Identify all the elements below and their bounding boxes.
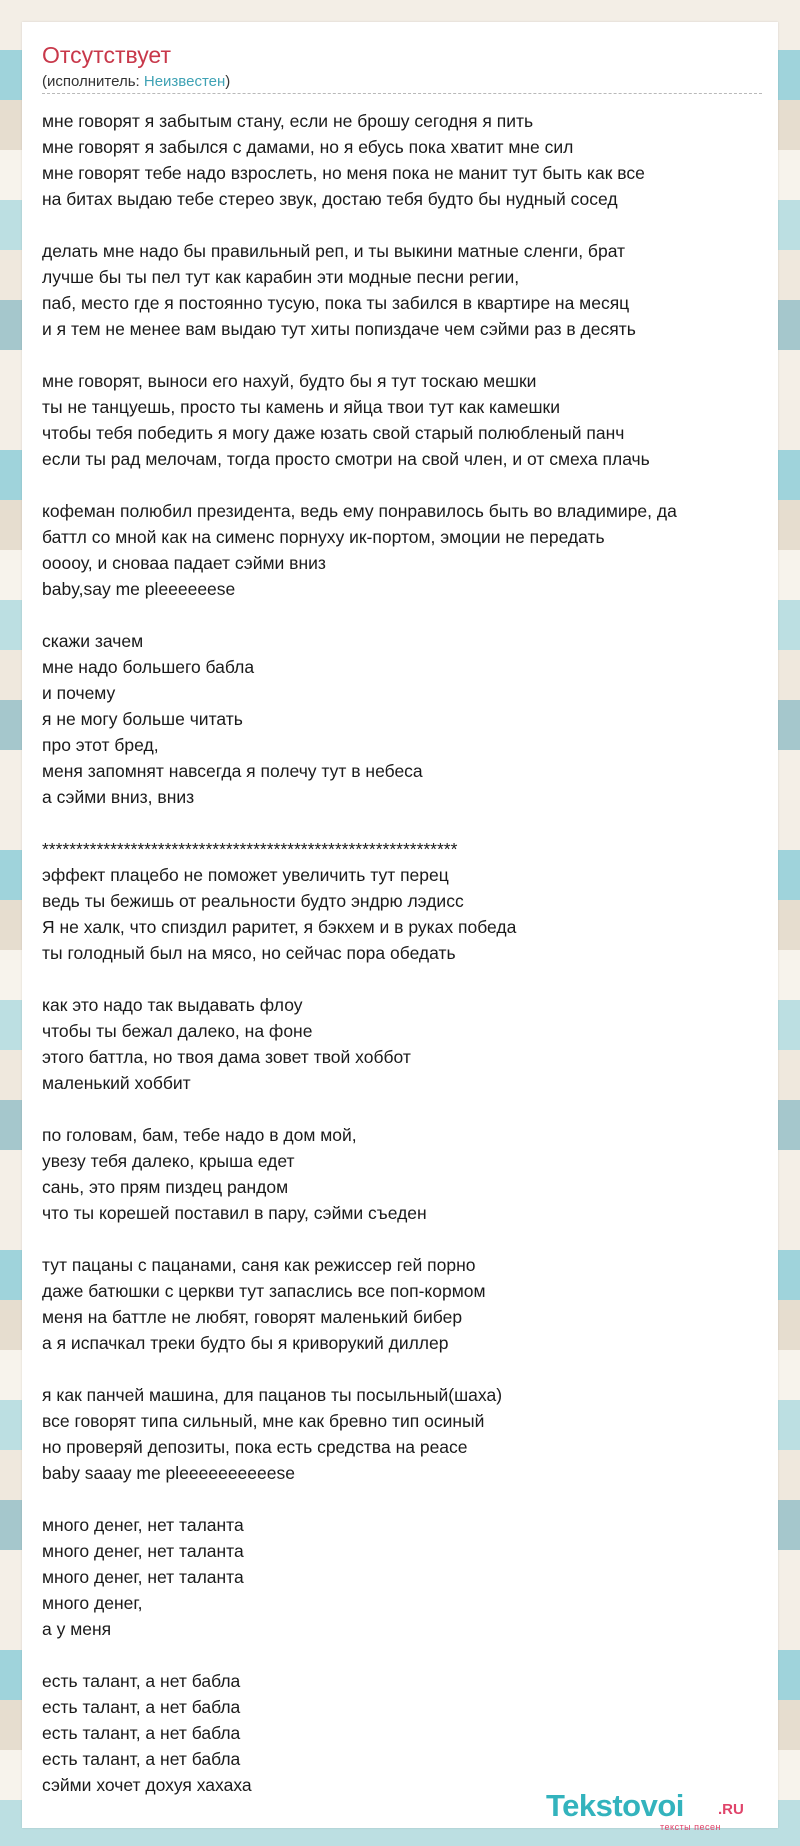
- lyric-line: чтобы тебя победить я могу даже юзать свой старый полюбленый панч: [42, 423, 625, 443]
- title-divider: [42, 93, 762, 94]
- lyric-line: ведь ты бежишь от реальности будто эндрю лэдисс: [42, 891, 464, 911]
- lyric-line: этого баттла, но твоя дама зовет твой хоббот: [42, 1047, 411, 1067]
- logo-tld: .RU: [718, 1801, 744, 1818]
- lyric-line: паб, место где я постоянно тусую, пока ты забился в квартире на месяц: [42, 293, 630, 313]
- logo-tagline: тексты песен: [660, 1822, 722, 1832]
- stanza-break: [42, 1486, 772, 1512]
- lyric-line: Я не халк, что спиздил раритет, я бэкхем и в руках победа: [42, 917, 517, 937]
- lyric-line: сань, это прям пиздец рандом: [42, 1177, 289, 1197]
- lyric-line: меня запомнят навсегда я полечу тут в небеса: [42, 761, 423, 781]
- site-logo[interactable]: [546, 1790, 766, 1832]
- lyric-line: скажи зачем: [42, 631, 144, 651]
- stanza-break: [42, 1356, 772, 1382]
- stanza-break: [42, 602, 772, 628]
- lyric-line: по головам, бам, тебе надо в дом мой,: [42, 1125, 357, 1145]
- lyric-line: мне говорят тебе надо взрослеть, но меня пока не манит тут быть как все: [42, 163, 645, 183]
- lyric-line: но проверяй депозиты, пока есть средства на peace: [42, 1437, 468, 1457]
- stanza-break: [42, 212, 772, 238]
- lyric-line: и я тем не менее вам выдаю тут хиты попиздаче чем сэйми раз в десять: [42, 319, 636, 339]
- lyric-line: много денег, нет таланта: [42, 1541, 244, 1561]
- lyric-line: маленький хоббит: [42, 1073, 191, 1093]
- lyric-line: я не могу больше читать: [42, 709, 243, 729]
- stanza-break: [42, 810, 772, 836]
- lyric-line: кофеман полюбил президента, ведь ему понравилось быть во владимире, да: [42, 501, 677, 521]
- lyric-line: тут пацаны с пацанами, саня как режиссер гей порно: [42, 1255, 476, 1275]
- artist-link[interactable]: Неизвестен: [143, 73, 226, 90]
- lyrics-card: [22, 22, 778, 1828]
- lyric-line: баттл со мной как на сименс порнуху ик-портом, эмоции не передать: [42, 527, 605, 547]
- song-title: Отсутствует: [42, 42, 171, 68]
- logo-name: Tekstovoi: [546, 1788, 684, 1823]
- lyric-line: меня на баттле не любят, говорят маленький бибер: [42, 1307, 463, 1327]
- lyric-line: даже батюшки с церкви тут запаслись все поп-кормом: [42, 1281, 486, 1301]
- lyric-line: мне говорят я забылся с дамами, но я ебусь пока хватит мне сил: [42, 137, 574, 157]
- lyric-line: я как панчей машина, для пацанов ты посыльный(шаха): [42, 1385, 503, 1405]
- lyric-line: *************************************************************: [42, 839, 458, 859]
- lyric-line: лучше бы ты пел тут как карабин эти модные песни регии,: [42, 267, 520, 287]
- lyric-line: есть талант, а нет бабла: [42, 1749, 241, 1769]
- lyric-line: мне надо большего бабла: [42, 657, 255, 677]
- lyric-line: если ты рад мелочам, тогда просто смотри на свой член, и от смеха плачь: [42, 449, 650, 469]
- lyric-line: а я испачкал треки будто бы я криворукий диллер: [42, 1333, 449, 1353]
- lyric-line: ооооу, и сноваа падает сэйми вниз: [42, 553, 326, 573]
- artist-line: [42, 74, 230, 89]
- lyric-line: есть талант, а нет бабла: [42, 1723, 241, 1743]
- lyric-line: чтобы ты бежал далеко, на фоне: [42, 1021, 313, 1041]
- lyric-line: на битах выдаю тебе стерео звук, достаю тебя будто бы нудный сосед: [42, 189, 618, 209]
- stanza-break: [42, 342, 772, 368]
- lyric-line: мне говорят я забытым стану, если не брошу сегодня я пить: [42, 111, 534, 131]
- lyric-line: много денег,: [42, 1593, 143, 1613]
- stanza-break: [42, 1096, 772, 1122]
- lyric-line: эффект плацебо не поможет увеличить тут перец: [42, 865, 449, 885]
- lyric-line: делать мне надо бы правильный реп, и ты выкини матные сленги, брат: [42, 241, 626, 261]
- artist-prefix: (исполнитель:: [42, 73, 144, 90]
- stanza-break: [42, 472, 772, 498]
- lyric-line: есть талант, а нет бабла: [42, 1697, 241, 1717]
- lyric-line: ты не танцуешь, просто ты камень и яйца твои тут как камешки: [42, 397, 560, 417]
- lyric-line: что ты корешей поставил в пару, сэйми съеден: [42, 1203, 427, 1223]
- stanza-break: [42, 966, 772, 992]
- artist-suffix: ): [225, 73, 231, 90]
- stanza-break: [42, 1226, 772, 1252]
- lyric-line: а у меня: [42, 1619, 112, 1639]
- lyric-line: baby,say me pleeeeeese: [42, 579, 236, 599]
- lyrics-text: [42, 108, 772, 1798]
- lyric-line: есть талант, а нет бабла: [42, 1671, 241, 1691]
- lyric-line: как это надо так выдавать флоу: [42, 995, 303, 1015]
- lyric-line: мне говорят, выноси его нахуй, будто бы я тут тоскаю мешки: [42, 371, 537, 391]
- lyric-line: и почему: [42, 683, 116, 703]
- stanza-break: [42, 1642, 772, 1668]
- lyric-line: все говорят типа сильный, мне как бревно тип осиный: [42, 1411, 485, 1431]
- lyric-line: много денег, нет таланта: [42, 1567, 244, 1587]
- lyric-line: увезу тебя далеко, крыша едет: [42, 1151, 295, 1171]
- lyric-line: а сэйми вниз, вниз: [42, 787, 195, 807]
- lyric-line: сэйми хочет дохуя хахаха: [42, 1775, 252, 1795]
- lyric-line: про этот бред,: [42, 735, 159, 755]
- lyric-line: ты голодный был на мясо, но сейчас пора обедать: [42, 943, 456, 963]
- lyric-line: много денег, нет таланта: [42, 1515, 244, 1535]
- lyric-line: baby saaay me pleeeeeeeeeese: [42, 1463, 295, 1483]
